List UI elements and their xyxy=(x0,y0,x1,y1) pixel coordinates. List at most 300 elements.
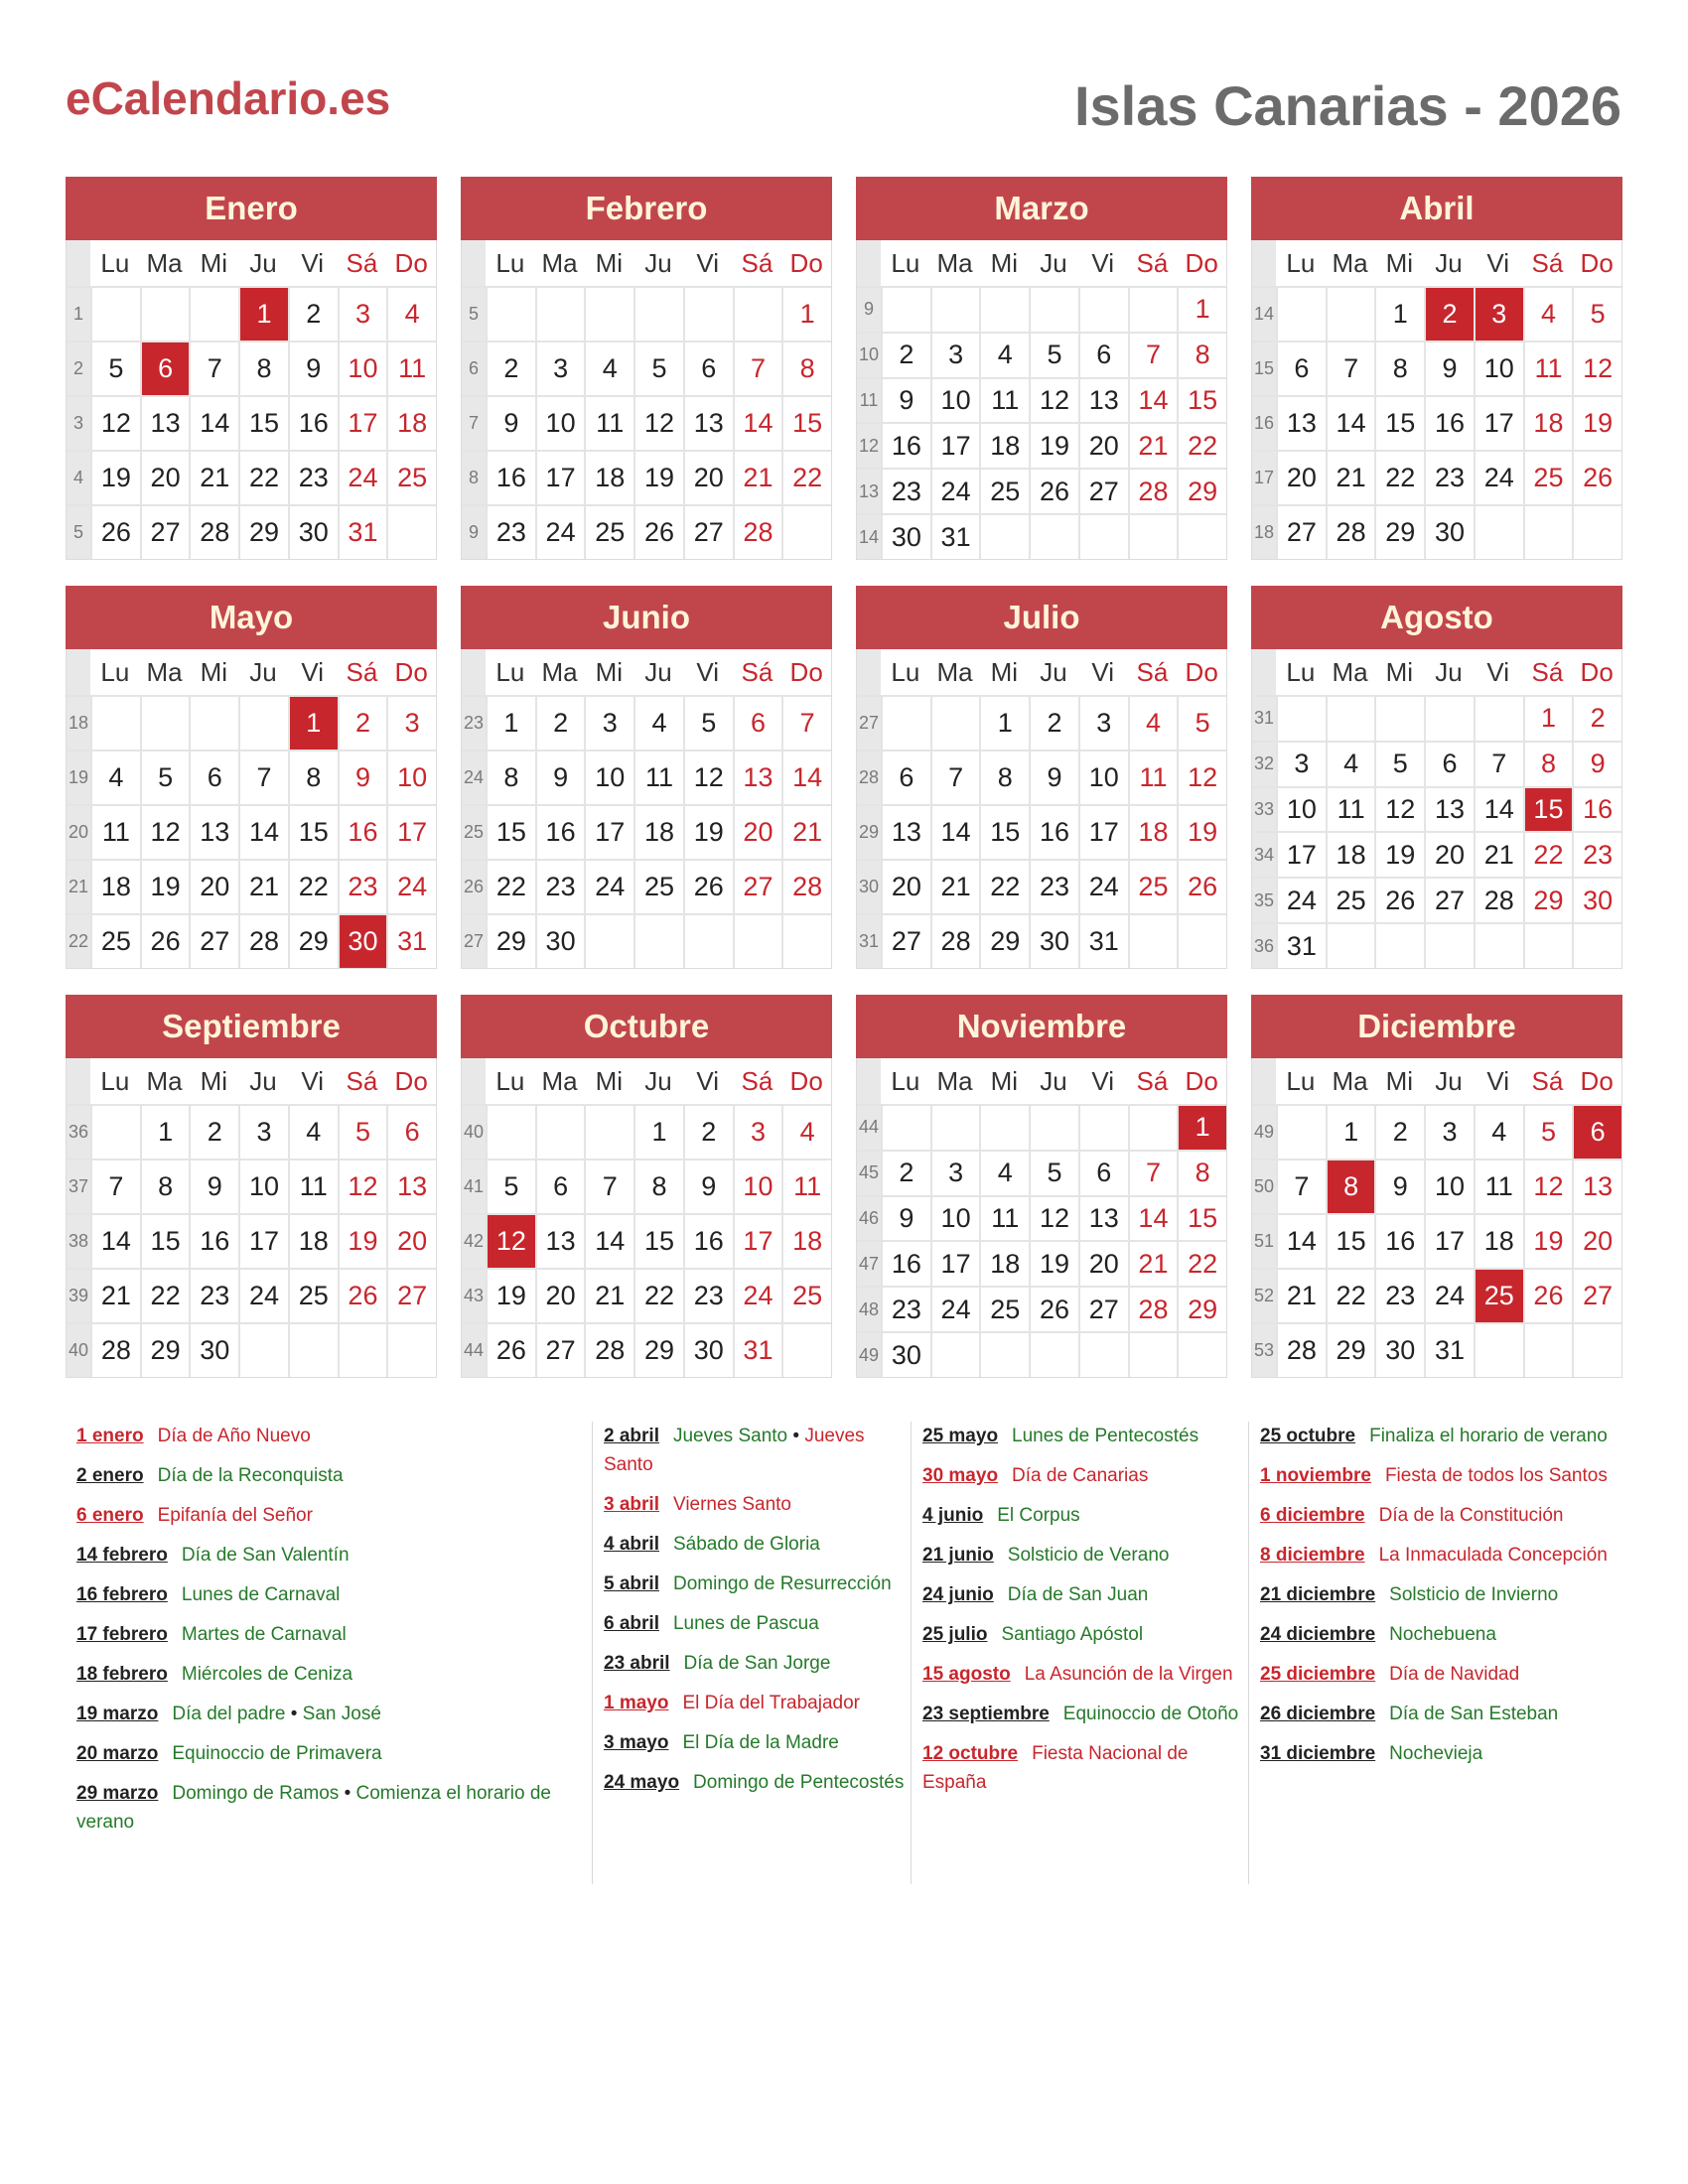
day-cell[interactable]: 25 xyxy=(979,470,1029,513)
day-cell[interactable]: 26 xyxy=(486,1324,535,1377)
day-cell[interactable]: 29 xyxy=(1374,506,1424,559)
day-cell[interactable]: 12 xyxy=(633,397,683,450)
day-cell[interactable]: 27 xyxy=(1078,1288,1128,1331)
legend-date[interactable]: 2 abril xyxy=(604,1426,659,1446)
day-cell[interactable]: 10 xyxy=(1474,342,1523,395)
day-cell[interactable]: 11 xyxy=(90,806,140,859)
day-cell[interactable]: 9 xyxy=(338,751,387,804)
holiday-day-cell[interactable]: 3 xyxy=(1474,288,1523,341)
day-cell[interactable]: 25 xyxy=(633,861,683,913)
day-cell[interactable]: 4 xyxy=(1326,743,1375,786)
day-cell[interactable]: 17 xyxy=(535,452,585,504)
day-cell[interactable]: 24 xyxy=(386,861,436,913)
day-cell[interactable]: 3 xyxy=(338,288,387,341)
day-cell[interactable]: 14 xyxy=(930,806,980,859)
day-cell[interactable]: 27 xyxy=(1276,506,1326,559)
day-cell[interactable]: 19 xyxy=(1572,397,1621,450)
day-cell[interactable]: 9 xyxy=(881,1197,930,1241)
legend-date[interactable]: 31 diciembre xyxy=(1260,1743,1376,1764)
day-cell[interactable]: 23 xyxy=(1374,1270,1424,1322)
day-cell[interactable]: 27 xyxy=(683,506,733,559)
day-cell[interactable]: 31 xyxy=(338,506,387,559)
day-cell[interactable]: 25 xyxy=(288,1270,338,1322)
day-cell[interactable]: 27 xyxy=(386,1270,436,1322)
day-cell[interactable]: 8 xyxy=(1177,1152,1226,1195)
day-cell[interactable]: 10 xyxy=(930,379,980,423)
day-cell[interactable]: 30 xyxy=(1424,506,1474,559)
day-cell[interactable]: 23 xyxy=(881,470,930,513)
day-cell[interactable]: 6 xyxy=(1078,334,1128,377)
day-cell[interactable]: 27 xyxy=(140,506,190,559)
day-cell[interactable]: 29 xyxy=(1523,879,1573,922)
day-cell[interactable]: 6 xyxy=(881,751,930,804)
day-cell[interactable]: 14 xyxy=(584,1215,633,1268)
day-cell[interactable]: 16 xyxy=(288,397,338,450)
day-cell[interactable]: 27 xyxy=(1424,879,1474,922)
legend-date[interactable]: 23 septiembre xyxy=(922,1704,1050,1724)
day-cell[interactable]: 2 xyxy=(683,1106,733,1159)
day-cell[interactable]: 7 xyxy=(1128,334,1178,377)
day-cell[interactable]: 4 xyxy=(584,342,633,395)
day-cell[interactable]: 21 xyxy=(1128,1242,1178,1286)
day-cell[interactable]: 24 xyxy=(1078,861,1128,913)
day-cell[interactable]: 30 xyxy=(288,506,338,559)
day-cell[interactable]: 14 xyxy=(90,1215,140,1268)
day-cell[interactable]: 11 xyxy=(1326,788,1375,832)
day-cell[interactable]: 28 xyxy=(733,506,782,559)
day-cell[interactable]: 11 xyxy=(979,1197,1029,1241)
day-cell[interactable]: 14 xyxy=(1474,788,1523,832)
day-cell[interactable]: 18 xyxy=(1523,397,1573,450)
legend-date[interactable]: 2 enero xyxy=(76,1465,144,1486)
legend-date[interactable]: 14 febrero xyxy=(76,1545,168,1566)
day-cell[interactable]: 19 xyxy=(1523,1215,1573,1268)
holiday-day-cell[interactable]: 1 xyxy=(288,697,338,750)
day-cell[interactable]: 22 xyxy=(979,861,1029,913)
day-cell[interactable]: 18 xyxy=(979,424,1029,468)
day-cell[interactable]: 4 xyxy=(386,288,436,341)
day-cell[interactable]: 23 xyxy=(1572,833,1621,877)
day-cell[interactable]: 13 xyxy=(733,751,782,804)
day-cell[interactable]: 20 xyxy=(1078,1242,1128,1286)
day-cell[interactable]: 23 xyxy=(486,506,535,559)
day-cell[interactable]: 18 xyxy=(979,1242,1029,1286)
day-cell[interactable]: 12 xyxy=(1523,1160,1573,1213)
day-cell[interactable]: 4 xyxy=(633,697,683,750)
day-cell[interactable]: 26 xyxy=(1177,861,1226,913)
day-cell[interactable]: 13 xyxy=(1276,397,1326,450)
day-cell[interactable]: 4 xyxy=(1523,288,1573,341)
day-cell[interactable]: 24 xyxy=(238,1270,288,1322)
day-cell[interactable]: 26 xyxy=(1374,879,1424,922)
day-cell[interactable]: 19 xyxy=(683,806,733,859)
day-cell[interactable]: 29 xyxy=(288,915,338,968)
day-cell[interactable]: 9 xyxy=(881,379,930,423)
day-cell[interactable]: 14 xyxy=(238,806,288,859)
day-cell[interactable]: 21 xyxy=(1326,452,1375,504)
day-cell[interactable]: 27 xyxy=(881,915,930,968)
day-cell[interactable]: 21 xyxy=(1276,1270,1326,1322)
day-cell[interactable]: 3 xyxy=(930,334,980,377)
day-cell[interactable]: 7 xyxy=(90,1160,140,1213)
day-cell[interactable]: 8 xyxy=(979,751,1029,804)
day-cell[interactable]: 17 xyxy=(1078,806,1128,859)
day-cell[interactable]: 19 xyxy=(486,1270,535,1322)
day-cell[interactable]: 9 xyxy=(1424,342,1474,395)
day-cell[interactable]: 1 xyxy=(781,288,831,341)
day-cell[interactable]: 20 xyxy=(1078,424,1128,468)
legend-date[interactable]: 6 diciembre xyxy=(1260,1505,1365,1526)
legend-date[interactable]: 3 mayo xyxy=(604,1732,669,1753)
day-cell[interactable]: 21 xyxy=(189,452,238,504)
day-cell[interactable]: 14 xyxy=(1276,1215,1326,1268)
day-cell[interactable]: 2 xyxy=(288,288,338,341)
day-cell[interactable]: 25 xyxy=(979,1288,1029,1331)
day-cell[interactable]: 19 xyxy=(1374,833,1424,877)
day-cell[interactable]: 15 xyxy=(1374,397,1424,450)
day-cell[interactable]: 9 xyxy=(189,1160,238,1213)
day-cell[interactable]: 22 xyxy=(1177,1242,1226,1286)
day-cell[interactable]: 30 xyxy=(1572,879,1621,922)
day-cell[interactable]: 29 xyxy=(979,915,1029,968)
day-cell[interactable]: 5 xyxy=(1523,1106,1573,1159)
day-cell[interactable]: 26 xyxy=(683,861,733,913)
day-cell[interactable]: 11 xyxy=(781,1160,831,1213)
day-cell[interactable]: 10 xyxy=(733,1160,782,1213)
legend-date[interactable]: 16 febrero xyxy=(76,1584,168,1605)
day-cell[interactable]: 14 xyxy=(1128,1197,1178,1241)
day-cell[interactable]: 13 xyxy=(140,397,190,450)
day-cell[interactable]: 19 xyxy=(633,452,683,504)
day-cell[interactable]: 10 xyxy=(930,1197,980,1241)
day-cell[interactable]: 5 xyxy=(1572,288,1621,341)
day-cell[interactable]: 19 xyxy=(90,452,140,504)
day-cell[interactable]: 13 xyxy=(189,806,238,859)
day-cell[interactable]: 5 xyxy=(486,1160,535,1213)
day-cell[interactable]: 11 xyxy=(979,379,1029,423)
day-cell[interactable]: 5 xyxy=(633,342,683,395)
legend-date[interactable]: 19 marzo xyxy=(76,1704,159,1724)
day-cell[interactable]: 17 xyxy=(1276,833,1326,877)
day-cell[interactable]: 6 xyxy=(1276,342,1326,395)
day-cell[interactable]: 20 xyxy=(386,1215,436,1268)
day-cell[interactable]: 15 xyxy=(486,806,535,859)
holiday-day-cell[interactable]: 6 xyxy=(140,342,190,395)
holiday-day-cell[interactable]: 8 xyxy=(1326,1160,1375,1213)
day-cell[interactable]: 16 xyxy=(1374,1215,1424,1268)
day-cell[interactable]: 22 xyxy=(781,452,831,504)
day-cell[interactable]: 24 xyxy=(584,861,633,913)
day-cell[interactable]: 28 xyxy=(238,915,288,968)
holiday-day-cell[interactable]: 1 xyxy=(1177,1106,1226,1150)
day-cell[interactable]: 3 xyxy=(535,342,585,395)
day-cell[interactable]: 25 xyxy=(584,506,633,559)
day-cell[interactable]: 18 xyxy=(386,397,436,450)
day-cell[interactable]: 3 xyxy=(584,697,633,750)
day-cell[interactable]: 23 xyxy=(881,1288,930,1331)
day-cell[interactable]: 2 xyxy=(881,334,930,377)
day-cell[interactable]: 25 xyxy=(1523,452,1573,504)
legend-date[interactable]: 1 enero xyxy=(76,1426,144,1446)
day-cell[interactable]: 12 xyxy=(1374,788,1424,832)
day-cell[interactable]: 9 xyxy=(1572,743,1621,786)
day-cell[interactable]: 2 xyxy=(881,1152,930,1195)
day-cell[interactable]: 2 xyxy=(486,342,535,395)
day-cell[interactable]: 31 xyxy=(1078,915,1128,968)
day-cell[interactable]: 22 xyxy=(238,452,288,504)
day-cell[interactable]: 15 xyxy=(1177,1197,1226,1241)
day-cell[interactable]: 3 xyxy=(733,1106,782,1159)
day-cell[interactable]: 20 xyxy=(1276,452,1326,504)
day-cell[interactable]: 4 xyxy=(979,334,1029,377)
day-cell[interactable]: 17 xyxy=(386,806,436,859)
day-cell[interactable]: 5 xyxy=(1177,697,1226,750)
day-cell[interactable]: 26 xyxy=(1029,470,1078,513)
day-cell[interactable]: 8 xyxy=(486,751,535,804)
holiday-day-cell[interactable]: 2 xyxy=(1424,288,1474,341)
day-cell[interactable]: 25 xyxy=(386,452,436,504)
day-cell[interactable]: 27 xyxy=(733,861,782,913)
day-cell[interactable]: 28 xyxy=(1276,1324,1326,1377)
day-cell[interactable]: 24 xyxy=(930,1288,980,1331)
legend-date[interactable]: 29 marzo xyxy=(76,1783,159,1804)
day-cell[interactable]: 9 xyxy=(535,751,585,804)
day-cell[interactable]: 7 xyxy=(238,751,288,804)
legend-date[interactable]: 4 abril xyxy=(604,1534,659,1555)
legend-date[interactable]: 8 diciembre xyxy=(1260,1545,1365,1566)
day-cell[interactable]: 12 xyxy=(1029,1197,1078,1241)
day-cell[interactable]: 7 xyxy=(189,342,238,395)
day-cell[interactable]: 20 xyxy=(1424,833,1474,877)
day-cell[interactable]: 13 xyxy=(1078,1197,1128,1241)
day-cell[interactable]: 13 xyxy=(1078,379,1128,423)
legend-date[interactable]: 24 mayo xyxy=(604,1772,680,1793)
day-cell[interactable]: 1 xyxy=(1523,697,1573,741)
day-cell[interactable]: 17 xyxy=(930,1242,980,1286)
day-cell[interactable]: 29 xyxy=(633,1324,683,1377)
day-cell[interactable]: 19 xyxy=(1029,424,1078,468)
day-cell[interactable]: 25 xyxy=(781,1270,831,1322)
day-cell[interactable]: 13 xyxy=(1572,1160,1621,1213)
day-cell[interactable]: 21 xyxy=(238,861,288,913)
day-cell[interactable]: 24 xyxy=(930,470,980,513)
holiday-day-cell[interactable]: 6 xyxy=(1572,1106,1621,1159)
day-cell[interactable]: 25 xyxy=(1326,879,1375,922)
legend-date[interactable]: 17 febrero xyxy=(76,1624,168,1645)
day-cell[interactable]: 12 xyxy=(90,397,140,450)
day-cell[interactable]: 14 xyxy=(189,397,238,450)
holiday-day-cell[interactable]: 25 xyxy=(1474,1270,1523,1322)
day-cell[interactable]: 26 xyxy=(633,506,683,559)
day-cell[interactable]: 16 xyxy=(486,452,535,504)
day-cell[interactable]: 1 xyxy=(1374,288,1424,341)
day-cell[interactable]: 14 xyxy=(1326,397,1375,450)
day-cell[interactable]: 29 xyxy=(486,915,535,968)
day-cell[interactable]: 15 xyxy=(238,397,288,450)
day-cell[interactable]: 12 xyxy=(1177,751,1226,804)
day-cell[interactable]: 3 xyxy=(386,697,436,750)
day-cell[interactable]: 22 xyxy=(140,1270,190,1322)
day-cell[interactable]: 5 xyxy=(90,342,140,395)
day-cell[interactable]: 22 xyxy=(486,861,535,913)
day-cell[interactable]: 28 xyxy=(930,915,980,968)
day-cell[interactable]: 29 xyxy=(1326,1324,1375,1377)
day-cell[interactable]: 27 xyxy=(189,915,238,968)
day-cell[interactable]: 26 xyxy=(1029,1288,1078,1331)
day-cell[interactable]: 22 xyxy=(288,861,338,913)
day-cell[interactable]: 11 xyxy=(1128,751,1178,804)
day-cell[interactable]: 11 xyxy=(633,751,683,804)
day-cell[interactable]: 22 xyxy=(1523,833,1573,877)
day-cell[interactable]: 26 xyxy=(1523,1270,1573,1322)
legend-date[interactable]: 21 diciembre xyxy=(1260,1584,1376,1605)
day-cell[interactable]: 22 xyxy=(633,1270,683,1322)
day-cell[interactable]: 13 xyxy=(535,1215,585,1268)
day-cell[interactable]: 15 xyxy=(633,1215,683,1268)
day-cell[interactable]: 15 xyxy=(1177,379,1226,423)
day-cell[interactable]: 7 xyxy=(584,1160,633,1213)
day-cell[interactable]: 9 xyxy=(683,1160,733,1213)
day-cell[interactable]: 19 xyxy=(1177,806,1226,859)
day-cell[interactable]: 1 xyxy=(979,697,1029,750)
day-cell[interactable]: 31 xyxy=(386,915,436,968)
day-cell[interactable]: 2 xyxy=(338,697,387,750)
day-cell[interactable]: 17 xyxy=(584,806,633,859)
day-cell[interactable]: 27 xyxy=(1572,1270,1621,1322)
legend-date[interactable]: 6 abril xyxy=(604,1613,659,1634)
day-cell[interactable]: 28 xyxy=(1326,506,1375,559)
day-cell[interactable]: 16 xyxy=(683,1215,733,1268)
day-cell[interactable]: 7 xyxy=(733,342,782,395)
day-cell[interactable]: 30 xyxy=(683,1324,733,1377)
day-cell[interactable]: 2 xyxy=(535,697,585,750)
day-cell[interactable]: 14 xyxy=(781,751,831,804)
day-cell[interactable]: 10 xyxy=(535,397,585,450)
day-cell[interactable]: 25 xyxy=(1128,861,1178,913)
day-cell[interactable]: 23 xyxy=(338,861,387,913)
day-cell[interactable]: 11 xyxy=(386,342,436,395)
day-cell[interactable]: 10 xyxy=(584,751,633,804)
day-cell[interactable]: 13 xyxy=(881,806,930,859)
day-cell[interactable]: 4 xyxy=(90,751,140,804)
legend-date[interactable]: 21 junio xyxy=(922,1545,994,1566)
day-cell[interactable]: 8 xyxy=(781,342,831,395)
day-cell[interactable]: 22 xyxy=(1326,1270,1375,1322)
day-cell[interactable]: 28 xyxy=(781,861,831,913)
day-cell[interactable]: 4 xyxy=(1128,697,1178,750)
day-cell[interactable]: 15 xyxy=(979,806,1029,859)
day-cell[interactable]: 23 xyxy=(1029,861,1078,913)
day-cell[interactable]: 30 xyxy=(1374,1324,1424,1377)
day-cell[interactable]: 13 xyxy=(386,1160,436,1213)
day-cell[interactable]: 1 xyxy=(1326,1106,1375,1159)
day-cell[interactable]: 10 xyxy=(238,1160,288,1213)
day-cell[interactable]: 12 xyxy=(338,1160,387,1213)
day-cell[interactable]: 29 xyxy=(140,1324,190,1377)
day-cell[interactable]: 18 xyxy=(1128,806,1178,859)
day-cell[interactable]: 15 xyxy=(140,1215,190,1268)
day-cell[interactable]: 9 xyxy=(1029,751,1078,804)
legend-date[interactable]: 24 diciembre xyxy=(1260,1624,1376,1645)
day-cell[interactable]: 21 xyxy=(1128,424,1178,468)
day-cell[interactable]: 3 xyxy=(1424,1106,1474,1159)
day-cell[interactable]: 21 xyxy=(781,806,831,859)
legend-date[interactable]: 18 febrero xyxy=(76,1664,168,1685)
day-cell[interactable]: 2 xyxy=(1374,1106,1424,1159)
day-cell[interactable]: 12 xyxy=(140,806,190,859)
day-cell[interactable]: 6 xyxy=(1424,743,1474,786)
day-cell[interactable]: 10 xyxy=(338,342,387,395)
day-cell[interactable]: 8 xyxy=(1374,342,1424,395)
day-cell[interactable]: 24 xyxy=(338,452,387,504)
legend-date[interactable]: 3 abril xyxy=(604,1494,659,1515)
day-cell[interactable]: 21 xyxy=(90,1270,140,1322)
day-cell[interactable]: 18 xyxy=(90,861,140,913)
day-cell[interactable]: 30 xyxy=(881,1333,930,1377)
day-cell[interactable]: 26 xyxy=(338,1270,387,1322)
day-cell[interactable]: 22 xyxy=(1374,452,1424,504)
day-cell[interactable]: 3 xyxy=(930,1152,980,1195)
day-cell[interactable]: 26 xyxy=(1572,452,1621,504)
day-cell[interactable]: 5 xyxy=(1029,1152,1078,1195)
legend-date[interactable]: 25 mayo xyxy=(922,1426,999,1446)
day-cell[interactable]: 30 xyxy=(189,1324,238,1377)
legend-date[interactable]: 1 noviembre xyxy=(1260,1465,1371,1486)
day-cell[interactable]: 8 xyxy=(1177,334,1226,377)
day-cell[interactable]: 6 xyxy=(683,342,733,395)
day-cell[interactable]: 28 xyxy=(1474,879,1523,922)
day-cell[interactable]: 28 xyxy=(90,1324,140,1377)
day-cell[interactable]: 3 xyxy=(1276,743,1326,786)
day-cell[interactable]: 17 xyxy=(1474,397,1523,450)
legend-date[interactable]: 25 octubre xyxy=(1260,1426,1356,1446)
day-cell[interactable]: 17 xyxy=(733,1215,782,1268)
day-cell[interactable]: 24 xyxy=(1276,879,1326,922)
day-cell[interactable]: 11 xyxy=(288,1160,338,1213)
day-cell[interactable]: 16 xyxy=(1424,397,1474,450)
day-cell[interactable]: 6 xyxy=(733,697,782,750)
day-cell[interactable]: 18 xyxy=(781,1215,831,1268)
day-cell[interactable]: 24 xyxy=(535,506,585,559)
day-cell[interactable]: 28 xyxy=(584,1324,633,1377)
day-cell[interactable]: 7 xyxy=(930,751,980,804)
day-cell[interactable]: 17 xyxy=(338,397,387,450)
day-cell[interactable]: 15 xyxy=(781,397,831,450)
holiday-day-cell[interactable]: 12 xyxy=(486,1215,535,1268)
day-cell[interactable]: 19 xyxy=(140,861,190,913)
legend-date[interactable]: 25 julio xyxy=(922,1624,988,1645)
day-cell[interactable]: 10 xyxy=(386,751,436,804)
day-cell[interactable]: 11 xyxy=(584,397,633,450)
day-cell[interactable]: 23 xyxy=(683,1270,733,1322)
day-cell[interactable]: 5 xyxy=(338,1106,387,1159)
day-cell[interactable]: 30 xyxy=(881,515,930,559)
day-cell[interactable]: 20 xyxy=(535,1270,585,1322)
day-cell[interactable]: 16 xyxy=(338,806,387,859)
legend-date[interactable]: 1 mayo xyxy=(604,1693,669,1713)
holiday-day-cell[interactable]: 15 xyxy=(1523,788,1573,832)
day-cell[interactable]: 19 xyxy=(338,1215,387,1268)
day-cell[interactable]: 21 xyxy=(733,452,782,504)
day-cell[interactable]: 15 xyxy=(288,806,338,859)
day-cell[interactable]: 4 xyxy=(288,1106,338,1159)
day-cell[interactable]: 18 xyxy=(288,1215,338,1268)
day-cell[interactable]: 16 xyxy=(535,806,585,859)
day-cell[interactable]: 18 xyxy=(633,806,683,859)
day-cell[interactable]: 13 xyxy=(683,397,733,450)
day-cell[interactable]: 21 xyxy=(1474,833,1523,877)
day-cell[interactable]: 27 xyxy=(1078,470,1128,513)
